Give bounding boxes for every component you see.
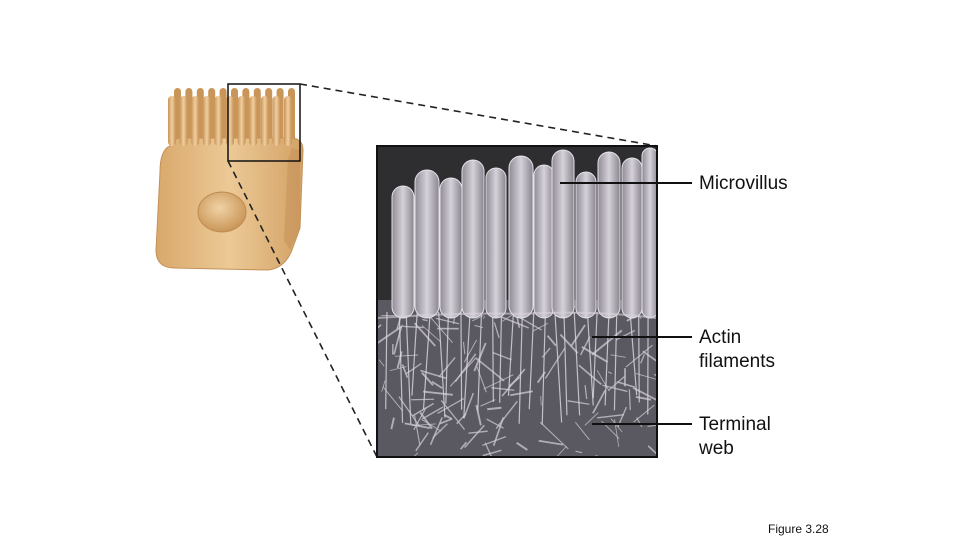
terminal-web-label	[699, 413, 771, 461]
nucleus	[198, 192, 246, 232]
cell-microvillus	[238, 96, 246, 146]
epithelial-cell-illustration	[156, 84, 303, 270]
microvillus-label: Microvillus	[699, 173, 788, 194]
micrograph-microvillus	[462, 160, 484, 318]
electron-micrograph	[366, 146, 676, 476]
cell-microvillus	[226, 96, 234, 146]
cell-microvillus	[168, 96, 176, 146]
micrograph-microvillus	[576, 172, 596, 318]
micrograph-microvillus	[642, 148, 658, 318]
cell-microvillus	[203, 96, 211, 146]
zoom-line-bottom	[228, 161, 377, 457]
cell-microvillus	[249, 96, 257, 146]
micrograph-microvillus	[440, 178, 462, 318]
cell-microvillus	[191, 96, 199, 146]
zoom-line-top	[300, 84, 657, 146]
cell-microvillus	[272, 96, 280, 146]
actin-filaments-label	[699, 326, 775, 374]
micrograph-microvillus	[598, 152, 620, 318]
cell-microvillus	[284, 96, 292, 146]
micrograph-microvillus	[534, 165, 554, 318]
terminal-web-label-line1: Terminal	[699, 414, 771, 435]
micrograph-microvillus	[392, 186, 414, 318]
cell-microvillus	[214, 96, 222, 146]
cell-microvillus	[180, 96, 188, 146]
cell-microvillus	[261, 96, 269, 146]
micrograph-microvillus	[486, 168, 506, 318]
actin-filaments-label-line1: Actin	[699, 327, 742, 348]
actin-filaments-label-line2: filaments	[699, 351, 776, 372]
figure-number: Figure 3.28	[768, 522, 829, 536]
terminal-web-label-line2: web	[699, 438, 734, 459]
micrograph-microvillus	[509, 156, 533, 318]
micrograph-microvillus	[552, 150, 574, 318]
micrograph-microvillus	[415, 170, 439, 318]
